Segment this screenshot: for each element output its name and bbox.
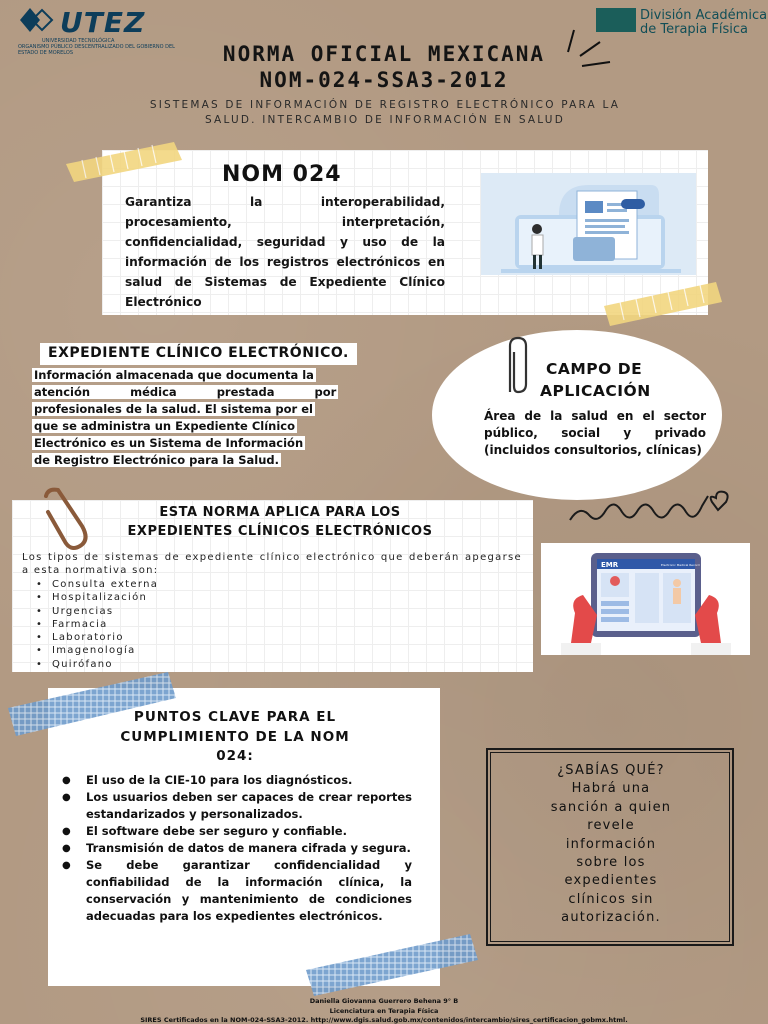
doctor-monitor-illustration: [481, 173, 696, 275]
sabias-line: sobre los: [576, 855, 646, 871]
aplica-heading: [60, 503, 500, 541]
expediente-line: que se administra un Expediente Clínico: [34, 419, 296, 433]
list-item: • Consulta externa: [36, 578, 336, 591]
blue-tape-icon: [302, 930, 484, 1000]
list-item: ● Los usuarios deben ser capaces de crear reportes estandarizados y personalizados.: [62, 789, 412, 823]
list-item: • Imagenología: [36, 644, 336, 657]
list-item: • Urgencias: [36, 605, 336, 618]
campo-heading-line1: CAMPO DE: [546, 360, 643, 378]
main-title-line2: NOM-024-SSA3-2012: [259, 68, 509, 92]
aplica-heading-line2: EXPEDIENTES CLÍNICOS ELECTRÓNICOS: [127, 524, 433, 539]
footer-reference: SIRES Certificados en la NOM-024-SSA3-2012. http://www.dgis.salud.gob.mx/contenidos/intercambio/sires_certificacion_gobmx.html.: [140, 1016, 628, 1024]
aplica-list: [36, 578, 336, 671]
puntos-heading: [100, 708, 370, 767]
division-name-line2: de Terapia Física: [640, 22, 748, 37]
sabias-line: sanción a quien: [550, 799, 672, 815]
yellow-tape-icon: [600, 278, 726, 328]
utez-emblem-icon: [18, 6, 58, 34]
utez-subtitle-line2: ORGANISMO PÚBLICO DESCENTRALIZADO DEL GOBIERNO DEL ESTADO DE MORELOS: [18, 44, 175, 56]
list-item: ● Se debe garantizar confidencialidad y confiabilidad de la información clínica, la conservación y mantenimiento de condiciones adecuadas para los expedientes electrónicos.: [62, 857, 412, 925]
sabias-line: información: [565, 836, 657, 852]
sabias-line: ¿SABÍAS QUÉ?: [557, 763, 665, 778]
footer-program: Licenciatura en Terapia Física: [329, 1007, 439, 1015]
emr-label: EMR: [601, 561, 619, 569]
nom024-body: Garantiza la interoperabilidad, procesamiento, interpretación, confidencialidad, seguridad y uso de la información de los registros electrónicos en salud de Sistemas de Expediente Clínico Electrónico: [125, 195, 445, 309]
main-subtitle: SISTEMAS DE INFORMACIÓN DE REGISTRO ELECTRÓNICO PARA LA SALUD. INTERCAMBIO DE INFORMACIÓN EN SALUD: [149, 99, 621, 126]
expediente-line: atención médica prestada por: [34, 385, 337, 399]
nom024-heading: NOM 024: [222, 162, 342, 187]
list-item: • Laboratorio: [36, 631, 336, 644]
expediente-line: Electrónico es un Sistema de Información: [34, 436, 304, 450]
expediente-line: de Registro Electrónico para la Salud.: [34, 453, 280, 467]
aplica-intro: Los tipos de sistemas de expediente clínico electrónico que deberán apegarse a esta normativa son:: [22, 552, 522, 576]
puntos-list: [62, 772, 412, 925]
puntos-heading-line1: PUNTOS CLAVE PARA EL: [133, 709, 337, 725]
emr-tablet-illustration: [541, 543, 750, 655]
list-item: ● Transmisión de datos de manera cifrada y segura.: [62, 840, 412, 857]
expediente-body: [32, 364, 416, 466]
division-logo: [596, 6, 766, 36]
paperclip-icon: [496, 334, 536, 398]
campo-body: Área de la salud en el sector público, social y privado (incluidos consultorios, clínicas): [484, 409, 706, 457]
sabias-line: clínicos sin: [568, 891, 654, 907]
sabias-line: revele: [587, 818, 635, 834]
yellow-tape-icon: [62, 138, 186, 184]
aplica-heading-line1: ESTA NORMA APLICA PARA LOS: [159, 505, 401, 520]
expediente-line: Información almacenada que documenta la: [34, 368, 314, 382]
puntos-heading-line2: CUMPLIMIENTO DE LA NOM: [120, 728, 350, 745]
list-item: • Hospitalización: [36, 591, 336, 604]
utez-wordmark: UTEZ: [60, 6, 146, 39]
sabias-line: expedientes: [564, 873, 658, 889]
puntos-heading-line3: 024:: [216, 748, 254, 764]
list-item: • Quirófano: [36, 658, 336, 671]
campo-heading-line2: APLICACIÓN: [540, 382, 651, 400]
main-title-line1: NORMA OFICIAL MEXICANA: [222, 42, 546, 66]
sabias-line: autorización.: [561, 910, 661, 926]
emr-screen-caption: Electronic Medical Record: [661, 563, 700, 567]
list-item: • Farmacia: [36, 618, 336, 631]
squiggle-heart-icon: [566, 484, 744, 528]
utez-subtitle-line1: UNIVERSIDAD TECNOLÓGICA: [42, 38, 115, 44]
sabias-line: Habrá una: [571, 781, 651, 797]
expediente-heading: EXPEDIENTE CLÍNICO ELECTRÓNICO.: [40, 343, 357, 365]
sabias-text: [516, 762, 706, 928]
division-name-line1: División Académica: [640, 8, 768, 23]
footer-author: Daniella Giovanna Guerrero Behena 9° B: [309, 997, 459, 1005]
expediente-line: profesionales de la salud. El sistema por el: [34, 402, 313, 416]
list-item: ● El software debe ser seguro y confiable.: [62, 823, 412, 840]
campo-heading: [540, 358, 720, 402]
list-item: ● El uso de la CIE-10 para los diagnósticos.: [62, 772, 412, 789]
